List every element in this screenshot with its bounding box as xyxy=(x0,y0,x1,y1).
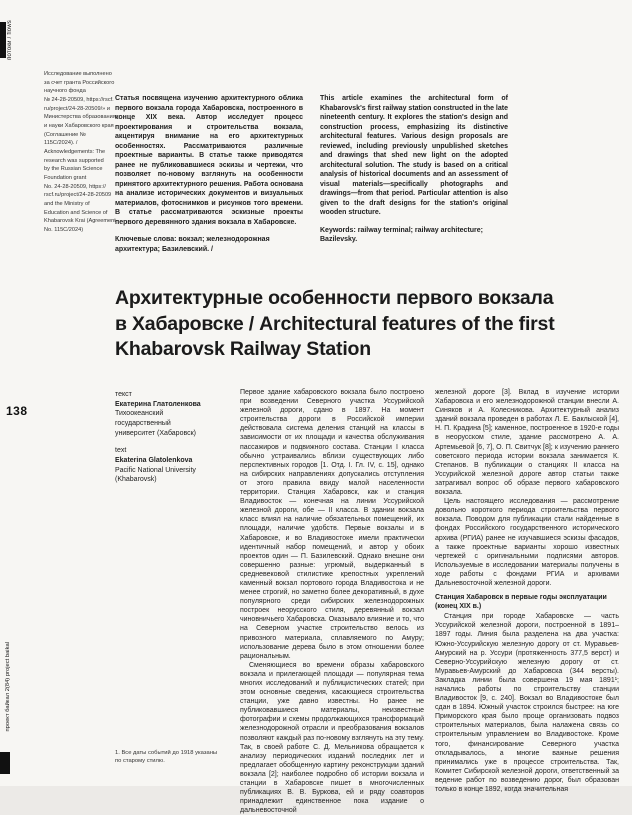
abstract-english-text: This article examines the architectural form of Khabarovsk's first railway station constructed in the late nineteenth century. It explores the station's design and construction process, emphasizing its distinctive architectural features. Various design proposals are reviewed, including previously unpublished sketches and drawings that shed new light on the adopted architectural solution. The study is based on a critical analysis of historical documents and an assessment of visual materials—specifically photographs and drawings—from that period. Particular attention is also given to the draft designs for the station's original wooden structure. xyxy=(320,95,508,217)
author-label-en: text xyxy=(115,447,127,455)
footnote: 1. Все даты событий до 1918 указаны по старому стилю. xyxy=(115,750,218,764)
author-affiliation-en: Pacific National University (Khabarovsk) xyxy=(115,466,196,484)
abstract-russian-text: Статья посвящена изучению архитектурного облика первого вокзала города Хабаровска, построенного в конце XIX века. Автор исследует процесс проектирования и строительства вокзала, акцентируя внимание на его архитектурных особенностях. Рассматриваются различные проектные варианты. В статье также приводятся ранее не публиковавшиеся эскизы и чертежи, что позволяет по-новому взглянуть на особенности принятого архитектурного решения. Работа основана на анализе исторических документов и визуальных материалов, фотоснимков и рисунков того времени. В статье рассматриваются эскизные проекты первого деревянного здания вокзала в Хабаровске. xyxy=(115,95,303,226)
section-tab-marker xyxy=(0,22,6,58)
author-label-ru: текст xyxy=(115,391,132,398)
page-number: 138 xyxy=(6,404,28,418)
abstract-russian xyxy=(115,94,303,254)
author-block xyxy=(115,390,229,485)
paragraph: Цель настоящего исследования — рассмотрение довольно короткого периода строительства первого вокзала. Поводом для публикации стали найденные в фондах Российского государственного исторического архива (РГИА) ранее не изучавшиеся эскизы фасадов, а также проектные варианты хорошо известных чертежей с оригинальными подписями авторов. Используемые в исследовании материалы получены в ходе работы с фондами РГИА и архивами Дальневосточной железной дороги. xyxy=(435,498,619,587)
body-column-1 xyxy=(240,388,424,815)
body-column-2 xyxy=(435,388,619,794)
author-name-ru: Екатерина Глатоленкова xyxy=(115,400,201,408)
paragraph: Станция при городе Хабаровске — часть Уссурийской железной дороги, построенной в 1891–1897 годы. Линия была разделена на два участка: Южно-Уссурийскую железную дорогу от ст. Муравьев-Амурский на р. Уссури (протяженность 377,5 верст) и Северно-Уссурийскую железную дорогу от ст. Муравьев-Амурский до Хабаровска (344 версты). Закладка линии была совершена 19 мая 1891¹; начались работы по строительству станции Владивосток [9, с. 240]. Вокзал во Владивостоке был сдан в 1894. Южный участок строился быстрее: на юге Приморского края было проще организовать подвоз строительных материалов, была налажена связь со строительным управлением во Владивостоке. Кроме того, финансирование Северного участка откладывалось, а многие важные решения принимались уже в процессе строительства. Так, Комитет Сибирской железной дороги, ответственный за ведение работ по возведению дорог, был образован только в конце 1892, когда значительная xyxy=(435,613,619,794)
journal-title-label: проект байкал 2(84) project baikal xyxy=(5,642,11,732)
keywords-english: Keywords: railway terminal; railway architecture; Bazilevsky. xyxy=(320,226,484,244)
paragraph: железной дороге [3]. Вклад в изучение истории Хабаровска и его железнодорожной станции внесли А. Синяков и А. Колесникова. Архитектурный анализ зданий вокзала проведен в работах Л. Е. Баклыской [4], Н. П. Крадина [5]; каменное, построенное в 1920-е годы в неорусском стиле, здание рассмотрено А. А. Артемьевой [6, 7], О. П. Свитчук [8]; к изучению раннего советского периода истории вокзала занимается К. Степанов. В публикации о станциях II класса на Уссурийской железной дороге автор статьи также затрагивал вопрос об образе первого хабаровского вокзала. xyxy=(435,389,619,497)
abstract-english xyxy=(320,94,508,245)
acknowledgement-note: Исследование выполнено за счет гранта Российского научного фонда № 24-28-20509, https://rscf. ru/project/24-28-20509/» и Министерства образования и науки Хабаровского края (Соглашение № 115С/2024). / Acknowledgements: The research was supported by the Russian Science Foundation grant No. 24-28-20509, https:// rscf.ru/project/24-28-20509 and the Ministry of Education and Science of Khabarovsk Krai (Agreement No. 115С/2024) xyxy=(44,71,116,233)
article-title: Архитектурные особенности первого вокзала в Хабаровске / Architectural features of the first Khabarovsk Railway Station xyxy=(115,287,555,361)
section-label: потоки / flows xyxy=(7,20,13,60)
journal-tab-marker xyxy=(0,752,10,774)
author-affiliation-ru: Тихоокеанский государственный университет (Хабаровск) xyxy=(115,410,197,437)
keywords-russian: Ключевые слова: вокзал; железнодорожная архитектура; Базилевский. / xyxy=(115,236,270,253)
author-name-en: Ekaterina Glatolenkova xyxy=(115,456,193,464)
paragraph: Сменяющиеся во времени образы хабаровского вокзала и прилегающей площади — популярная тема многих исследований и публицистических статей; при этом основные сведения, касающиеся строительства станции, уже давно известны. Но ранее не публиковавшиеся материалы, неизвестные фотографии и схемы продолжающихся трансформаций железнодорожной отрасли и преобразования вокзалов позволяют каждый раз по-новому взглянуть на эту тему. Так, в своей работе С. Д. Мельникова обращается к анализу периодических изданий последних лет и предлагает обобщенную картину реконструкции зданий вокзала [2]; наиболее подробно об истории вокзала и станции в Хабаровске пишет в многочисленных публикациях В. В. Буркова, ей и ряду соавторов принадлежит единственное пока издание о дальневосточной xyxy=(240,661,424,815)
paragraph: Первое здание хабаровского вокзала было построено при возведении Северного участка Уссурийской железной дороги, сдано в 1897. На момент строительства дороги в Российской империи действовала система деления станций на классы в зависимости от их площади и качества обслуживания пассажиров и подвижного состава. Станции I класса обычно устраивались вблизи существующих либо перспективных городов [1. Отд. I. Гл. IV, с. 15], однако на сибирских направлениях допускались отступления от этого правила ввиду малой населенности территории. Станция Хабаровск, как и станция Владивосток — конечная на линии Уссурийской железной дороги, обе — II класса. В здании вокзала класс влиял на наличие обязательных помещений, их площади, наличие удобств. Первые вокзалы и в Хабаровске, и во Владивостоке имели практически идентичный набор помещений, и автор у обоих проектов один — П. Базилевский. Однако внешне они совершенно разные: угрюмый, выдержанный в средневековой стилистике крепостных укреплений каменный вокзал портового города Владивостока и не менее строгий, но заметно более декоративный, в духе популярного среди сибирских железнодорожных построек неорусского стиля, деревянный вокзал чиновничьего Хабаровска. Оказывало влияние и то, что на Северном участке строительство велось из привозного материала, сплавляемого по Амуру; использование дерева было в этом отношении более рациональным. xyxy=(240,389,424,660)
section-heading: Станция Хабаровск в первые годы эксплуатации (конец XIX в.) xyxy=(435,594,607,611)
